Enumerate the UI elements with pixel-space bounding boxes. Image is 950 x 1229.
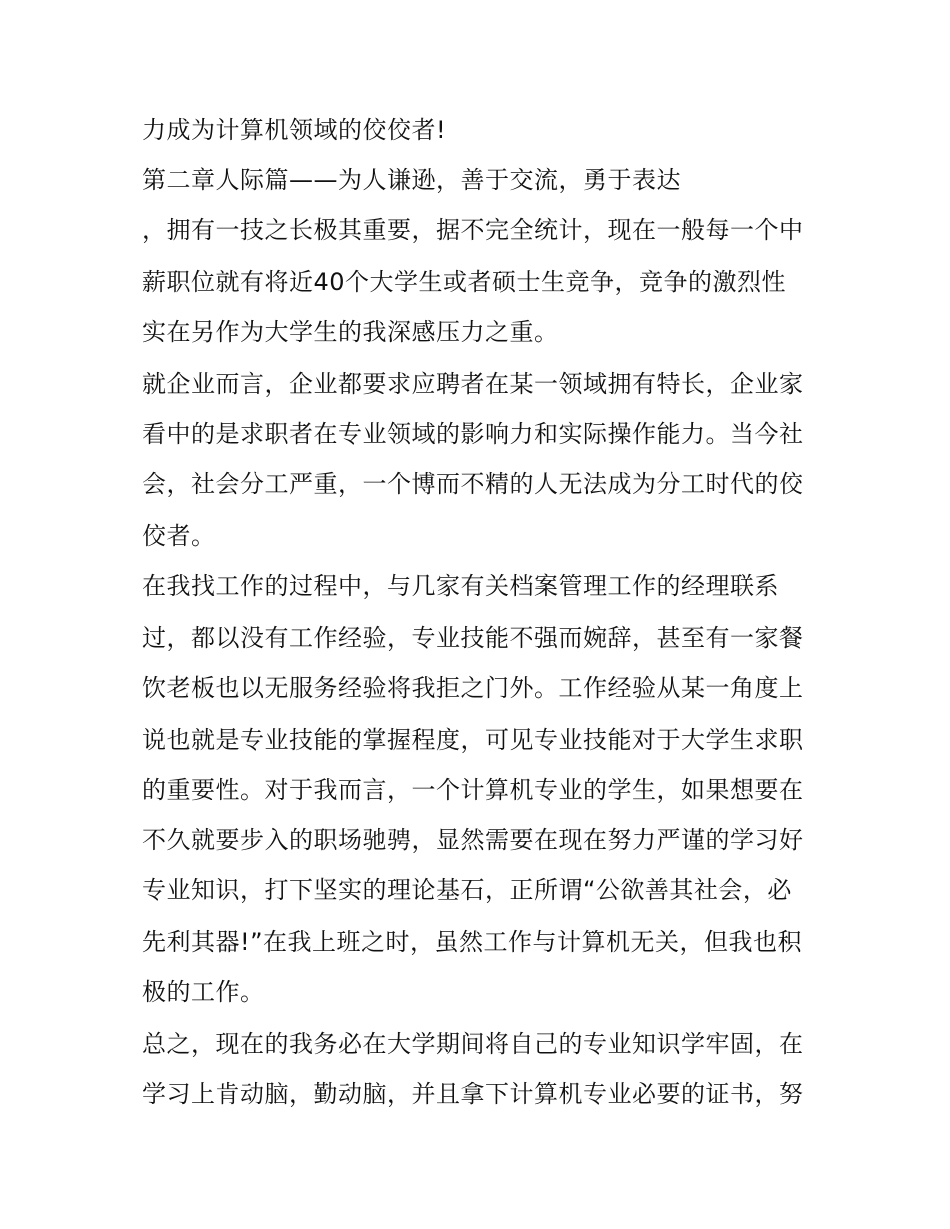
text-line: 饮老板也以无服务经验将我拒之门外。工作经验从某一角度上 bbox=[142, 674, 804, 702]
text-line: 专业知识，打下坚实的理论基石，正所谓“公欲善其社会，必 bbox=[142, 876, 792, 904]
text-line: 实在另作为大学生的我深感压力之重。 bbox=[142, 318, 559, 346]
text-line: 就企业而言，企业都要求应聘者在某一领域拥有特长，企业家 bbox=[142, 370, 804, 398]
text-line: 在我找工作的过程中，与几家有关档案管理工作的经理联系 bbox=[142, 572, 779, 600]
text-line: 说也就是专业技能的掌握程度，可见专业技能对于大学生求职 bbox=[142, 726, 804, 754]
text-line: 的重要性。对于我而言，一个计算机专业的学生，如果想要在 bbox=[142, 776, 804, 804]
text-line: 会，社会分工严重，一个博而不精的人无法成为分工时代的佼 bbox=[142, 470, 804, 498]
text-line: 薪职位就有将近40个大学生或者硕士生竞争，竞争的激烈性 bbox=[142, 268, 787, 296]
text-line: 力成为计算机领域的佼佼者! bbox=[142, 116, 447, 144]
text-line: 学习上肯动脑，勤动脑，并且拿下计算机专业必要的证书，努 bbox=[142, 1080, 804, 1108]
text-line: 极的工作。 bbox=[142, 978, 265, 1006]
text-line: 过，都以没有工作经验，专业技能不强而婉辞，甚至有一家餐 bbox=[142, 624, 804, 652]
text-line: 不久就要步入的职场驰骋，显然需要在现在努力严谨的学习好 bbox=[142, 826, 804, 854]
text-line: 佼者。 bbox=[142, 522, 216, 550]
text-line: 看中的是求职者在专业领域的影响力和实际操作能力。当今社 bbox=[142, 420, 804, 448]
chapter-heading: 第二章人际篇——为人谦逊，善于交流，勇于表达 bbox=[142, 166, 681, 194]
text-line: 先利其器!”在我上班之时，虽然工作与计算机无关，但我也积 bbox=[142, 928, 803, 956]
text-line: ，拥有一技之长极其重要，据不完全统计，现在一般每一个中 bbox=[142, 216, 804, 244]
text-line: 总之，现在的我务必在大学期间将自己的专业知识学牢固，在 bbox=[142, 1030, 804, 1058]
